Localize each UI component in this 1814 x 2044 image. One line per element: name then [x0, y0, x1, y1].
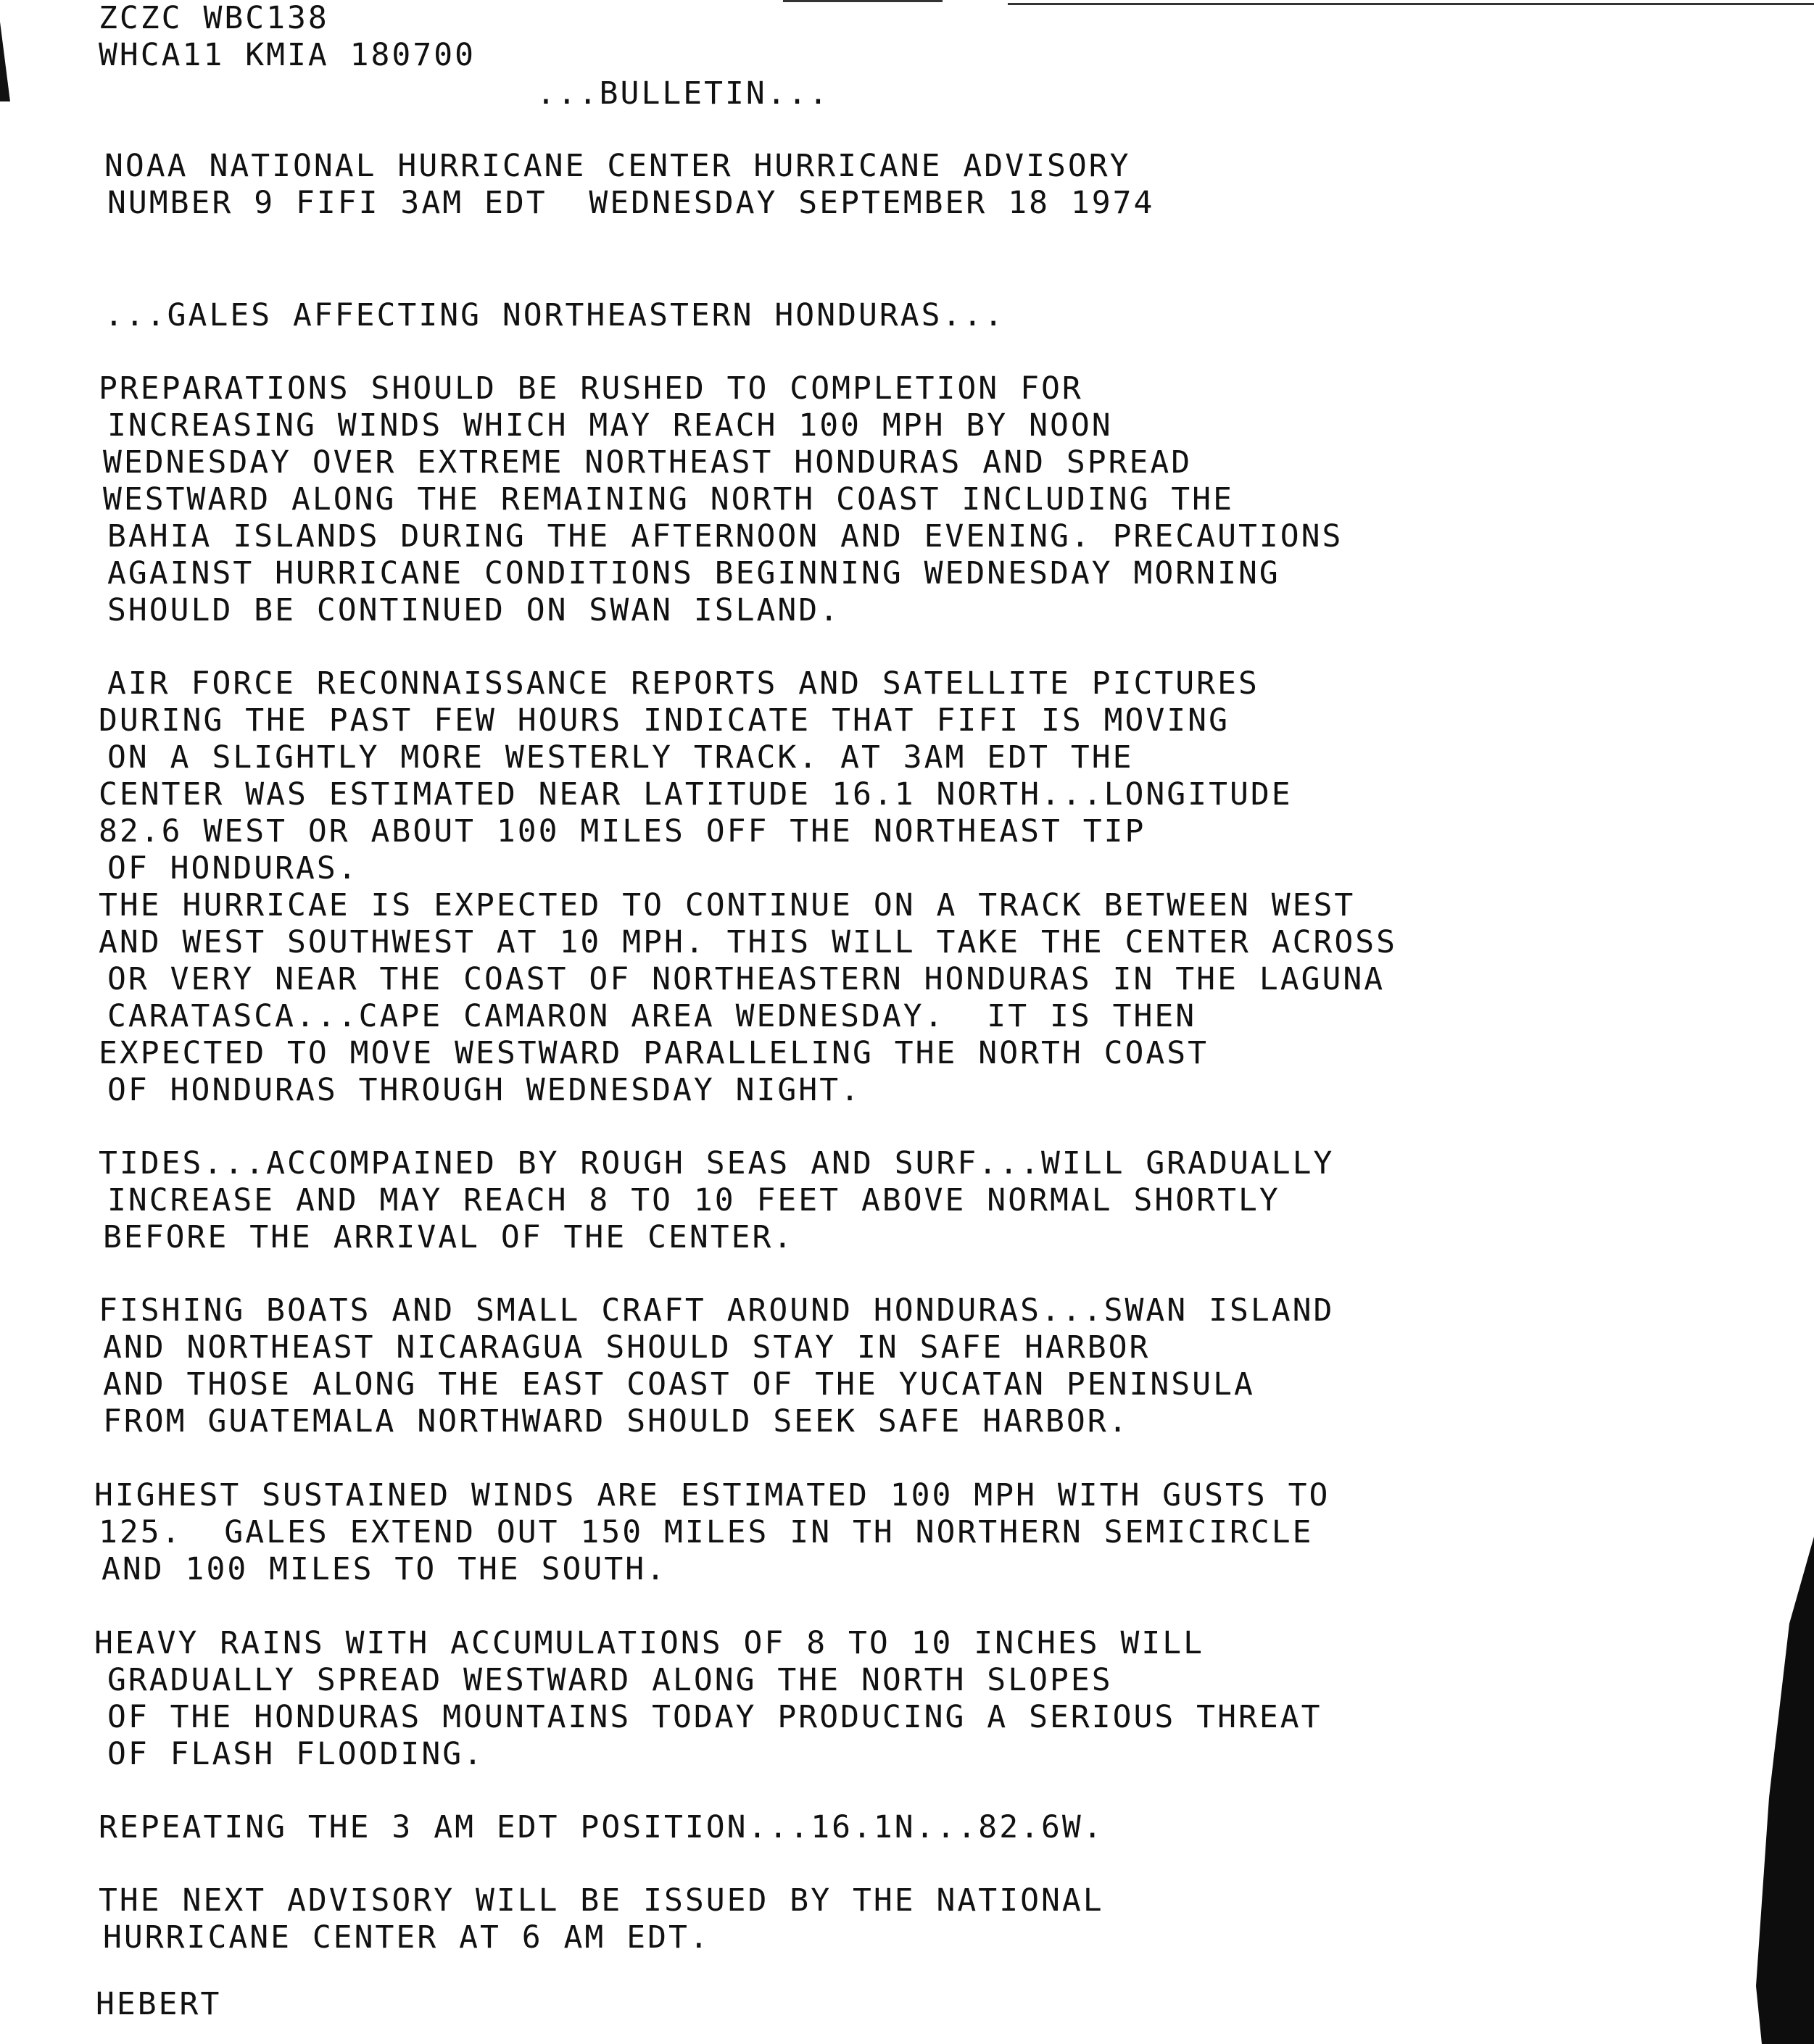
paragraph-line: OF HONDURAS.: [107, 850, 359, 886]
paragraph-line: AND THOSE ALONG THE EAST COAST OF THE YUCATAN PENINSULA: [103, 1366, 1255, 1403]
paragraph-line: TIDES...ACCOMPAINED BY ROUGH SEAS AND SURF...WILL GRADUALLY: [99, 1145, 1335, 1181]
paragraph-line: 82.6 WEST OR ABOUT 100 MILES OFF THE NORTHEAST TIP: [99, 813, 1146, 849]
paragraph-line: FISHING BOATS AND SMALL CRAFT AROUND HONDURAS...SWAN ISLAND: [99, 1292, 1335, 1329]
copy-edge-shadow: [0, 22, 10, 101]
paragraph-line: INCREASING WINDS WHICH MAY REACH 100 MPH BY NOON: [107, 407, 1113, 444]
bulletin-heading: ...BULLETIN...: [537, 75, 830, 112]
paragraph-line: OF FLASH FLOODING.: [107, 1736, 484, 1772]
headline: ...GALES AFFECTING NORTHEASTERN HONDURAS...: [104, 297, 1006, 333]
advisory-title-line: NOAA NATIONAL HURRICANE CENTER HURRICANE ADVISORY: [104, 148, 1131, 184]
paragraph-line: WESTWARD ALONG THE REMAINING NORTH COAST INCLUDING THE: [103, 481, 1234, 518]
header-line: ZCZC WBC138: [99, 0, 329, 36]
paragraph-line: INCREASE AND MAY REACH 8 TO 10 FEET ABOVE NORMAL SHORTLY: [107, 1182, 1280, 1218]
paragraph-line: BAHIA ISLANDS DURING THE AFTERNOON AND EVENING. PRECAUTIONS: [107, 518, 1343, 554]
advisory-title-line: NUMBER 9 FIFI 3AM EDT WEDNESDAY SEPTEMBER 18 1974: [107, 185, 1155, 221]
paragraph-line: 125. GALES EXTEND OUT 150 MILES IN TH NORTHERN SEMICIRCLE: [99, 1514, 1314, 1550]
paragraph-line: OF HONDURAS THROUGH WEDNESDAY NIGHT.: [107, 1072, 861, 1108]
paragraph-line: DURING THE PAST FEW HOURS INDICATE THAT FIFI IS MOVING: [99, 702, 1230, 739]
paragraph-line: WEDNESDAY OVER EXTREME NORTHEAST HONDURAS AND SPREAD: [103, 444, 1193, 481]
paragraph-line: SHOULD BE CONTINUED ON SWAN ISLAND.: [107, 592, 841, 628]
paragraph-line: AND 100 MILES TO THE SOUTH.: [102, 1551, 667, 1587]
paragraph-line: ON A SLIGHTLY MORE WESTERLY TRACK. AT 3AM EDT THE: [107, 739, 1134, 776]
paragraph-line: HIGHEST SUSTAINED WINDS ARE ESTIMATED 100 MPH WITH GUSTS TO: [94, 1477, 1330, 1513]
paragraph-line: AIR FORCE RECONNAISSANCE REPORTS AND SATELLITE PICTURES: [107, 665, 1259, 702]
paragraph-line: BEFORE THE ARRIVAL OF THE CENTER.: [103, 1219, 795, 1255]
paragraph-line: THE NEXT ADVISORY WILL BE ISSUED BY THE NATIONAL: [99, 1882, 1104, 1919]
paragraph-line: CARATASCA...CAPE CAMARON AREA WEDNESDAY. IT IS THEN: [107, 998, 1197, 1034]
paragraph-line: HEAVY RAINS WITH ACCUMULATIONS OF 8 TO 10 INCHES WILL: [94, 1625, 1205, 1661]
paragraph-line: AND WEST SOUTHWEST AT 10 MPH. THIS WILL TAKE THE CENTER ACROSS: [99, 924, 1398, 960]
paragraph-line: OF THE HONDURAS MOUNTAINS TODAY PRODUCING A SERIOUS THREAT: [107, 1699, 1322, 1735]
paragraph-line: GRADUALLY SPREAD WESTWARD ALONG THE NORTH SLOPES: [107, 1662, 1113, 1698]
paragraph-line: HURRICANE CENTER AT 6 AM EDT.: [103, 1919, 711, 1956]
paragraph-line: EXPECTED TO MOVE WESTWARD PARALLELING THE NORTH COAST: [99, 1035, 1209, 1071]
paragraph-line: CENTER WAS ESTIMATED NEAR LATITUDE 16.1 NORTH...LONGITUDE: [99, 776, 1293, 813]
paragraph-line: THE HURRICAE IS EXPECTED TO CONTINUE ON A TRACK BETWEEN WEST: [99, 887, 1356, 923]
paragraph-line: FROM GUATEMALA NORTHWARD SHOULD SEEK SAFE HARBOR.: [103, 1403, 1130, 1439]
copy-edge-shadow: [1727, 1537, 1814, 2044]
header-line: WHCA11 KMIA 180700: [99, 37, 476, 73]
paragraph-line: REPEATING THE 3 AM EDT POSITION...16.1N...82.6W.: [99, 1809, 1104, 1845]
paragraph-line: AGAINST HURRICANE CONDITIONS BEGINNING WEDNESDAY MORNING: [107, 555, 1280, 591]
paragraph-line: AND NORTHEAST NICARAGUA SHOULD STAY IN SAFE HARBOR: [103, 1329, 1151, 1366]
bulletin-text: [94, 0, 1694, 2044]
paragraph-line: PREPARATIONS SHOULD BE RUSHED TO COMPLETION FOR: [99, 370, 1083, 407]
signature: HEBERT: [96, 1986, 222, 2022]
paragraph-line: OR VERY NEAR THE COAST OF NORTHEASTERN HONDURAS IN THE LAGUNA: [107, 961, 1386, 997]
